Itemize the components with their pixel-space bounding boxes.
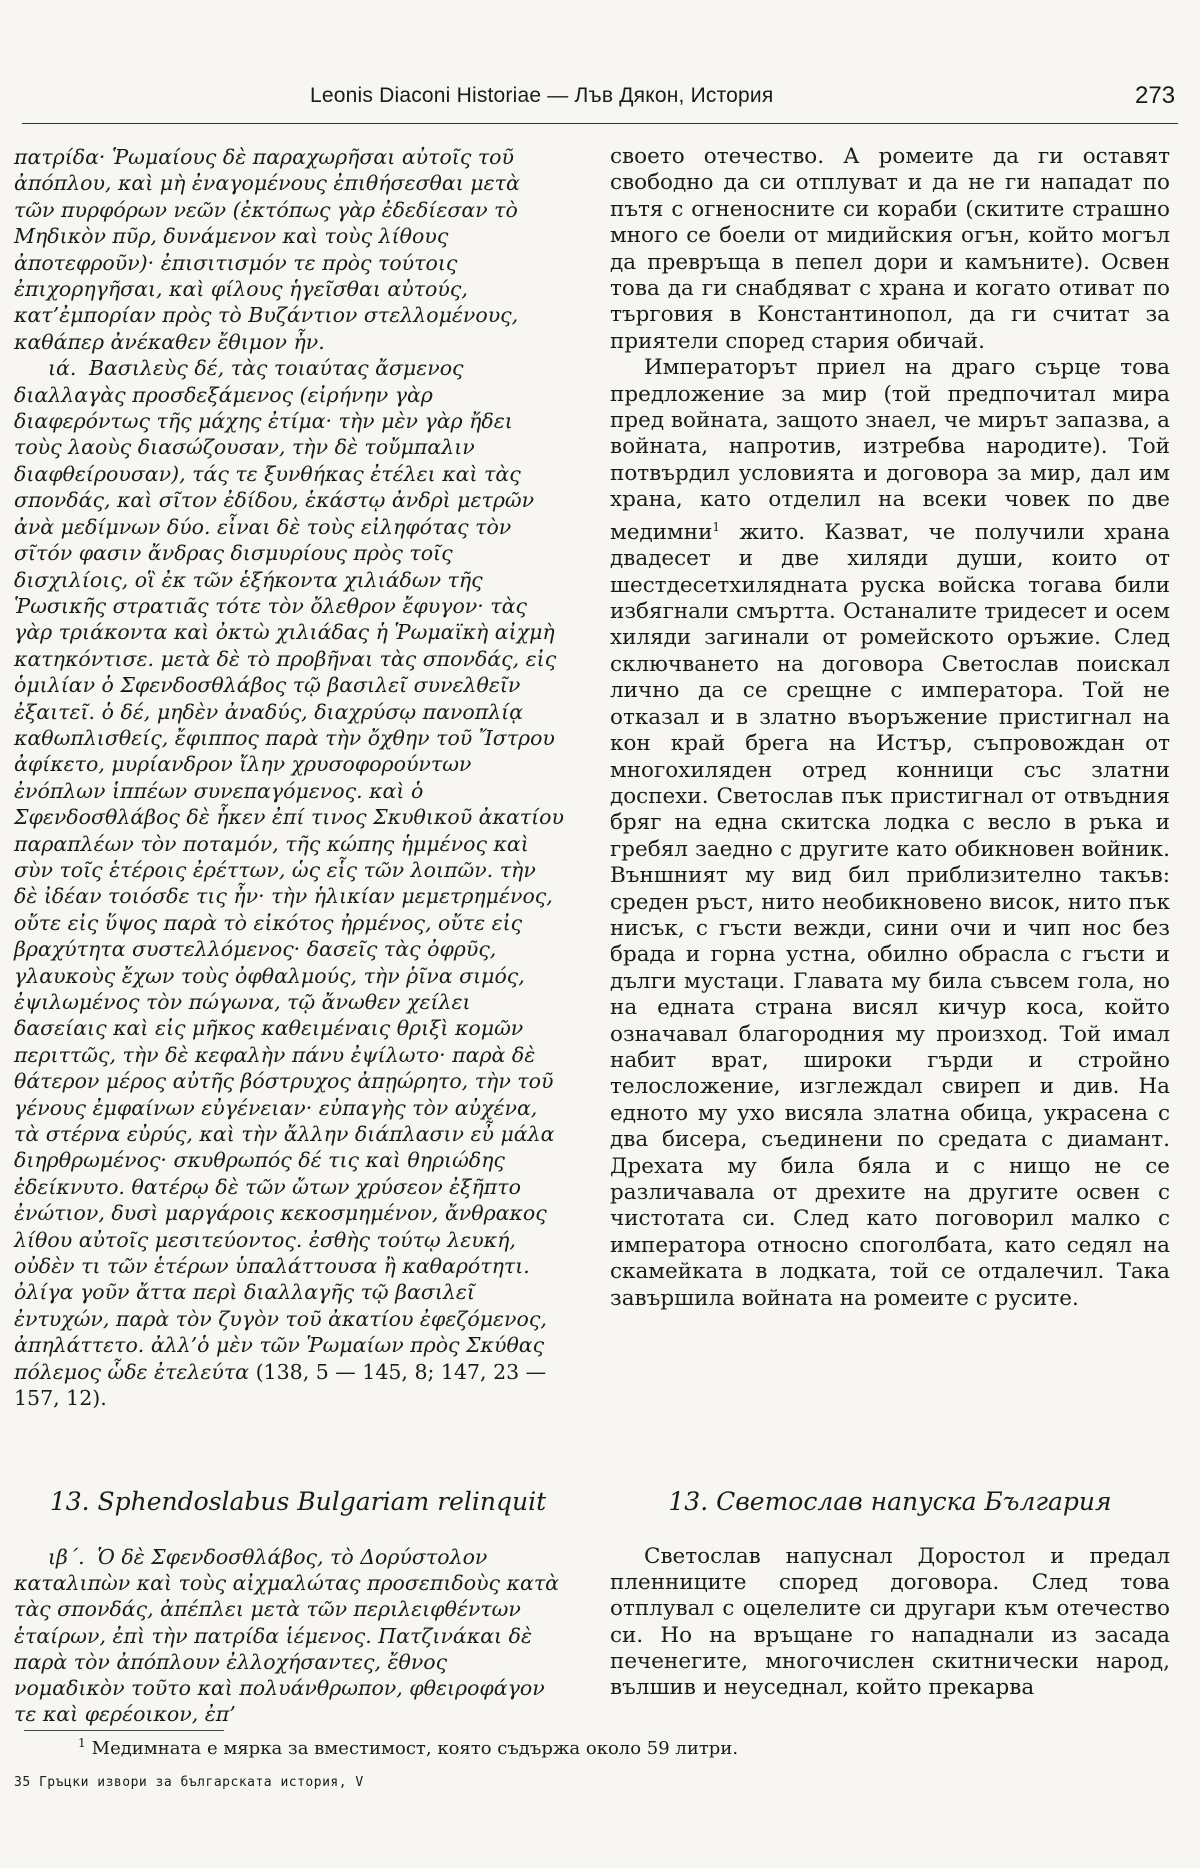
bulgarian-paragraph-2	[610, 355, 1170, 1312]
greek-citation: (138, 5 — 145, 8; 147, 23 — 157, 12).	[14, 1359, 547, 1411]
section13-greek-text: Ὁ δὲ Σφενδοσθλάβος, τὸ Δορύστολον καταλιπὼν καὶ τοὺς αἰχμαλώτας προσεπιδοὺς κατὰ τὰς σπονδάς, ἀπέπλει μετὰ τῶν περιλειφθέντων ἑταίρων, ἐπὶ τὴν πατρίδα ἱέμενος. Πατζινάκαι δὲ παρὰ τὸν ἀπόπλουν ἐλλοχήσαντες, ἔθνος νομαδικὸν τοῦτο καὶ πολυάνθρωπον, φθειροφάγον τε καὶ φερέοικον, ἐπ’	[14, 1545, 560, 1727]
section13-greek	[14, 1544, 564, 1727]
greek-column	[14, 144, 564, 1412]
footnote-mark: 1	[78, 1736, 86, 1750]
bulgarian-paragraph-2b: жито. Казват, че получили храна двадесет и две хиляди души, които от шестдесетхилядната руска войска тогава били избягнали смъртта. Останалите тридесет и осем хиляди загинали от ромейското оръжие. След сключването на договора Светослав поискал лично да се срещне с императора. Той не отказал и в златно въоръжение пристигнал на кон край брега на Истър, съпровождан от многохиляден отред конници със златни доспехи. Светослав пък пристигнал от отвъдния бряг на една скитска лодка с весло в ръка и гребял заедно с другите като обикновен войник. Външният му вид бил приблизително такъв: среден ръст, нито необикновено висок, нито пък нисък, с гъсти вежди, сини очи и чип нос без брада и горна устна, обилно обрасла с гъсти и дълги мустаци. Главата му била съвсем гола, но на едната страна висял кичур коса, който означавал благородния му произход. Той имал набит врат, широки гърди и стройно телосложение, изглеждал свиреп и див. На едното му ухо висяла златна обица, украсена с два бисера, съединени по средата с диамант. Дрехата му била бяла и с нищо не се различавала от дрехите на другите освен с чистотата си. След като поговорил малко с императора относно споголбата, като седял на скамейката в лодката, той се отдалечил. Така завършила войната на ромеите с русите.	[610, 519, 1170, 1311]
section13-greek-paragraph	[14, 1544, 564, 1727]
running-header	[0, 84, 1200, 114]
footnote-rule	[24, 1730, 224, 1731]
greek-paragraph-mark: ιά.	[48, 356, 77, 381]
greek-paragraph-1: πατρίδα· Ῥωμαίους δὲ παραχωρῆσαι αὐτοῖς τοῦ ἀπόπλου, καὶ μὴ ἐναγομένους ἐπιθήσεσθαι μετὰ τῶν πυρφόρων νεῶν (ἐκτόπως γὰρ ἐδεδίεσαν τὸ Μηδικὸν πῦρ, δυνάμενον καὶ τοὺς λίθους ἀποτεφροῦν)· ἐπισιτισμόν τε πρὸς τούτοις ἐπιχορηγῆσαι, καὶ φίλους ἡγεῖσθαι αὐτούς, κατ’ἐμπορίαν πρὸς τὸ Βυζάντιον στελλομένους, καθάπερ ἀνέκαθεν ἔθιμον ἦν.	[14, 145, 520, 354]
greek-paragraph-2	[14, 355, 564, 1411]
footnote-ref: 1	[712, 519, 721, 534]
section13-greek-mark: ιβ΄.	[48, 1545, 85, 1569]
bulgarian-paragraph-1: своето отечество. А ромеите да ги оставят свободно да си отплуват и да не ги нападат по пътя с огненосните си кораби (скитите страшно много се боели от мидийския огън, който могъл да превръща в пепел дори и камъните). Освен това да ги снабдяват с храна и когато отиват по търговия в Константинопол, да ги считат за приятели според стария обичай.	[610, 144, 1170, 354]
section-heading-latin: 13. Sphendoslabus Bulgariam relinquit	[49, 1487, 547, 1516]
section13-bulgarian-text: Светослав напуснал Доростол и предал пленниците според договора. След това отплувал с оцелелите си другари към отечество си. Но на връщане го нападнали из засада печенегите, многочислен скитнически народ, вълшив и неуседнал, който прекарва	[610, 1544, 1170, 1701]
running-title: Leonis Diaconi Historiae — Лъв Дякон, История	[310, 84, 774, 107]
section-heading-bulgarian: 13. Светослав напуска България	[668, 1487, 1112, 1516]
section13-bulgarian	[610, 1544, 1170, 1701]
greek-paragraph-2-text: Βασιλεὺς δέ, τὰς τοιαύτας ἄσμενος διαλλαγὰς προσδεξάμενος (εἰρήνην γὰρ διαφερόντως τῆς μάχης ἐτίμα· τὴν μὲν γὰρ ἤδει τοὺς λαοὺς διασώζουσαν, τὴν δὲ τοὔμπαλιν διαφθείρουσαν), τάς τε ξυνθήκας ἐτέλει καὶ τὰς σπονδάς, καὶ σῖτον ἐδίδου, ἑκάστῳ ἀνδρὶ μετρῶν ἀνὰ μεδίμνων δύο. εἶναι δὲ τοὺς εἰληφότας τὸν σῖτόν φασιν ἄνδρας δισμυρίους πρὸς τοῖς δισχιλίοις, οἳ ἐκ τῶν ἑξήκοντα χιλιάδων τῆς Ῥωσικῆς στρατιᾶς τότε τὸν ὄλεθρον ἔφυγον· τὰς γὰρ τριάκοντα καὶ ὀκτὼ χιλιάδας ἡ Ῥωμαϊκὴ αἰχμὴ κατηκόντισε. μετὰ δὲ τὸ προβῆναι τὰς σπονδάς, εἰς ὁμιλίαν ὁ Σφενδοσθλάβος τῷ βασιλεῖ συνελθεῖν ἐξαιτεῖ. ὁ δέ, μηδὲν ἀναδύς, διαχρύσῳ πανοπλίᾳ καθωπλισθείς, ἔφιππος παρὰ τὴν ὄχθην τοῦ Ἴστρου ἀφίκετο, μυρίανδρον ἴλην χρυσοφορούντων ἐνόπλων ἱππέων συνεπαγόμενος. καὶ ὁ Σφενδοσθλάβος δὲ ἧκεν ἐπί τινος Σκυθικοῦ ἀκατίου παραπλέων τὸν ποταμόν, τῆς κώπης ἡμμένος καὶ σὺν τοῖς ἑτέροις ἐρέττων, ὡς εἷς τῶν λοιπῶν. τὴν δὲ ἰδέαν τοιόσδε τις ἦν· τὴν ἡλικίαν μεμετρημένος, οὔτε εἰς ὕψος παρὰ τὸ εἰκότος ἠρμένος, οὔτε εἰς βραχύτητα συστελλόμενος· δασεῖς τὰς ὀφρῦς, γλαυκοὺς ἔχων τοὺς ὀφθαλμούς, τὴν ῥῖνα σιμός, ἐψιλωμένος τὸν πώγωνα, τῷ ἄνωθεν χείλει δασείαις καὶ εἰς μῆκος καθειμέναις θριξὶ κομῶν περιττῶς, τὴν δὲ κεφαλὴν πάνυ ἐψίλωτο· παρὰ δὲ θάτερον μέρος αὐτῆς βόστρυχος ἀπῃώρητο, τὴν τοῦ γένους ἐμφαίνων εὐγένειαν· εὐπαγὴς τὸν αὐχένα, τὰ στέρνα εὐρύς, καὶ τὴν ἄλλην διάπλασιν εὖ μάλα διηρθρωμένος· σκυθρωπός δέ τις καὶ θηριώδης ἐδείκνυτο. θατέρῳ δὲ τῶν ὤτων χρύσεον ἐξῆπτο ἐνώτιον, δυσὶ μαργάροις κεκοσμημένον, ἄνθρακος λίθου αὐτοῖς μεσιτεύοντος. ἐσθὴς τούτῳ λευκή, οὐδὲν τι τῶν ἑτέρων ὑπαλάττουσα ἢ καθαρότητι. ὀλίγα γοῦν ἄττα περὶ διαλλαγῆς τῷ βασιλεῖ ἐντυχών, παρὰ τὸν ζυγὸν τοῦ ἀκατίου ἐφεζόμενος, ἀπηλάττετο. ἀλλ’ὁ μὲν τῶν Ῥωμαίων πρὸς Σκύθας πόλεμος ὧδε ἐτελεύτα	[14, 356, 564, 1384]
footnote-text: Медимната е мярка за вместимост, която съдържа около 59 литри.	[91, 1738, 739, 1759]
bulgarian-column	[610, 144, 1170, 1312]
printer-signature: 35 Гръцки извори за българската история, V	[14, 1775, 364, 1790]
header-rule	[22, 123, 1178, 124]
page-number: 273	[1135, 82, 1176, 109]
bulgarian-paragraph-2a: Императорът приел на драго сърце това предложение за мир (той предпочитал мира пред войната, защото знаел, че мирът запазва, а войната, напротив, изтребва народите). Той потвърдил условията и договора за мир, дал им храна, като отделил на всеки човек по две медимни	[610, 355, 1170, 545]
footnote	[78, 1736, 1078, 1759]
